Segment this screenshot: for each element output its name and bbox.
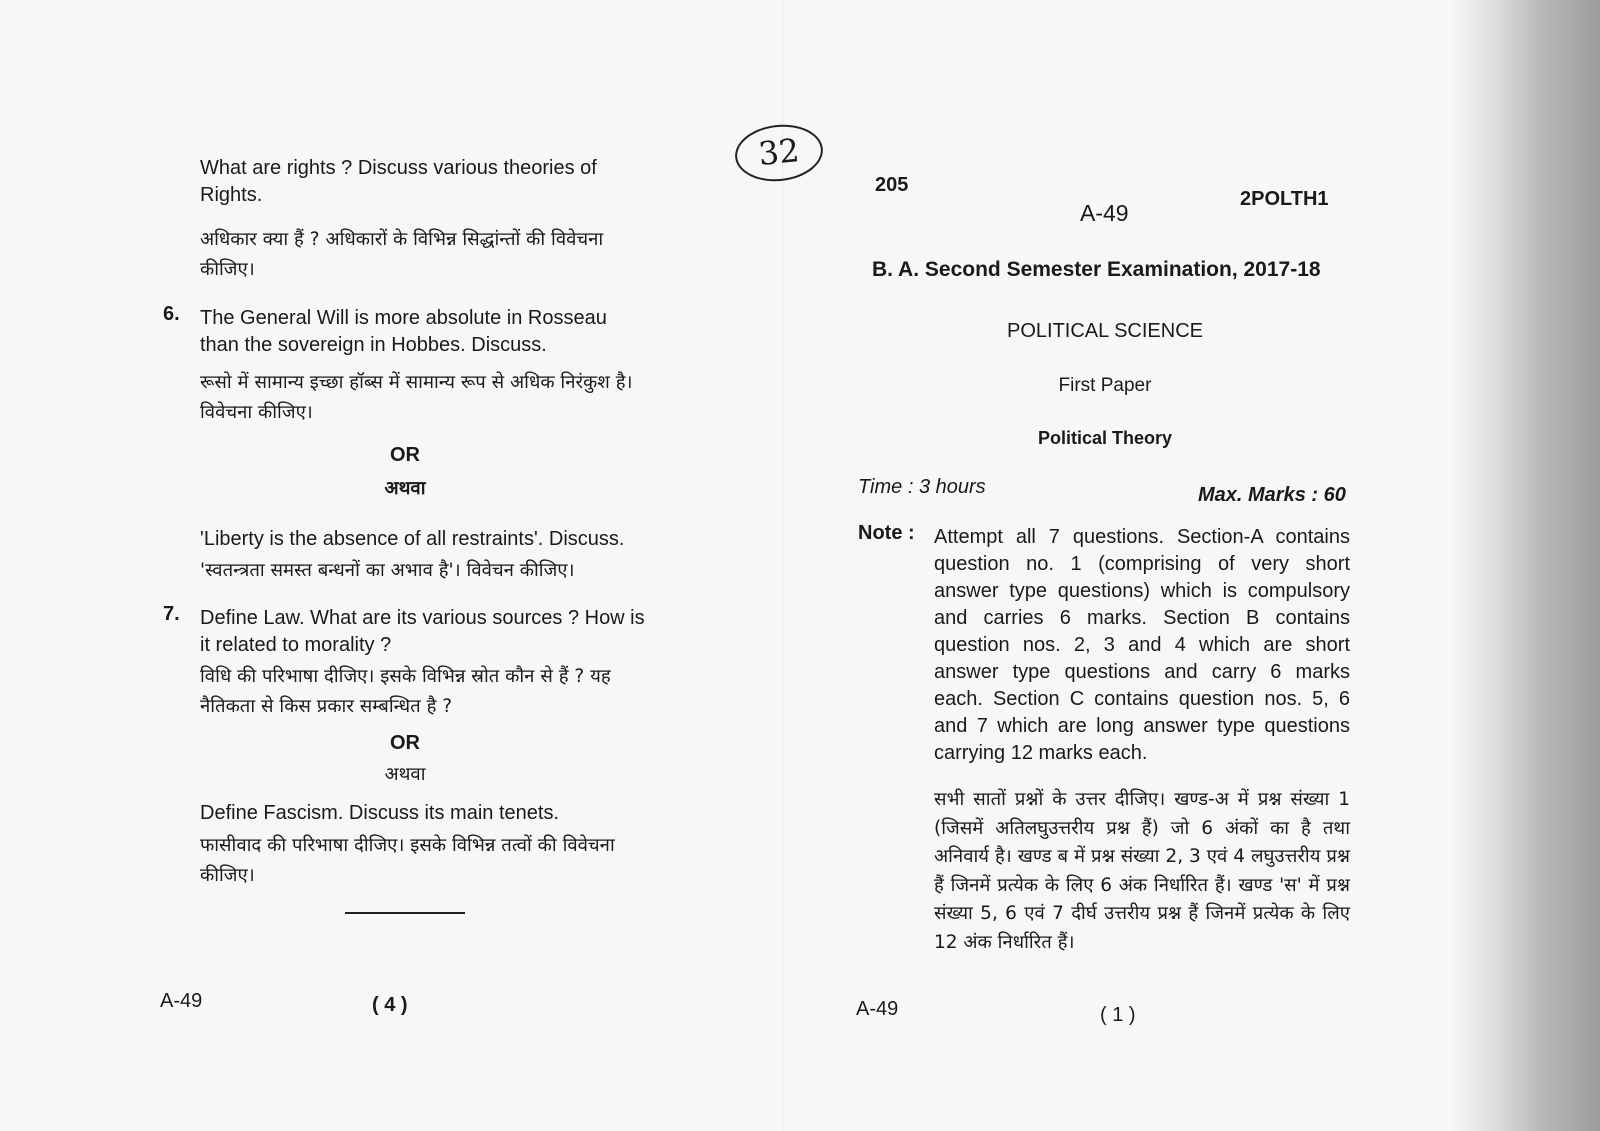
subject-code: 2POLTH1 bbox=[1240, 188, 1329, 210]
footer-page-number-right: ( 1 ) bbox=[1100, 1004, 1136, 1026]
q6-or-question-hi: 'स्वतन्त्रता समस्त बन्धनों का अभाव है'। विवेचन कीजिए। bbox=[200, 560, 575, 581]
paper-number: 205 bbox=[875, 174, 909, 196]
question-number-6: 6. bbox=[163, 303, 180, 325]
question-number-7: 7. bbox=[163, 603, 180, 625]
or-separator-hi: अथवा bbox=[384, 478, 426, 499]
or-separator-hi-2: अथवा bbox=[384, 764, 426, 785]
q7-question-hi: विधि की परिभाषा दीजिए। इसके विभिन्न स्रोत कौन से हैं ? यह नैतिकता से किस प्रकार सम्बन्धित है ? bbox=[200, 666, 611, 717]
q6-question-en: The General Will is more absolute in Rosseau than the sovereign in Hobbes. Discuss. bbox=[200, 307, 607, 356]
scan-shadow-edge bbox=[1450, 0, 1600, 1131]
q5-or-question-hi: अधिकार क्या हैं ? अधिकारों के विभिन्न सिद्धांन्तों की विवेचना कीजिए। bbox=[200, 229, 604, 280]
handwritten-page-mark: 32 bbox=[732, 121, 825, 186]
q6-question-hi: रूसो में सामान्य इच्छा हॉब्स में सामान्य रूप से अधिक निरंकुश है। विवेचना कीजिए। bbox=[200, 372, 633, 423]
left-page bbox=[0, 0, 760, 1131]
paper-name: Political Theory bbox=[1037, 428, 1173, 448]
q7-question-en: Define Law. What are its various sources ? How is it related to morality ? bbox=[200, 607, 645, 656]
end-rule bbox=[345, 912, 465, 914]
footer-code-left: A-49 bbox=[160, 990, 203, 1012]
note-text-en: Attempt all 7 questions. Section-A contains question no. 1 (comprising of very short answer type questions) which is compulsory and carries 6 marks. Section B contains question nos. 2, 3 and 4 which are short answer type questions and carry 6 marks each. Section C contains question nos. 5, 6 and 7 which are long answer type questions carrying 12 marks each. bbox=[934, 526, 1350, 764]
note-label: Note : bbox=[858, 522, 915, 544]
or-separator-en: OR bbox=[390, 444, 420, 466]
note-text-hi: सभी सातों प्रश्नों के उत्तर दीजिए। खण्ड-अ में प्रश्न संख्या 1 (जिसमें अतिलघुउत्तरीय प्रश्न हैं) जो 6 अंकों का है तथा अनिवार्य है। खण्ड ब में प्रश्न संख्या 2, 3 एवं 4 लघुउत्तरीय प्रश्न हैं जिनमें प्रत्येक के लिए 6 अंक निर्धारित हैं। खण्ड 'स' में प्रश्न संख्या 5, 6 एवं 7 दीर्घ उत्तरीय प्रश्न हैं जिनमें प्रत्येक के लिए 12 अंक निर्धारित हैं। bbox=[934, 789, 1350, 953]
paper-code: A-49 bbox=[1080, 200, 1129, 226]
q6-or-question-en: 'Liberty is the absence of all restraints'. Discuss. bbox=[200, 528, 625, 550]
q5-or-question-en: What are rights ? Discuss various theories of Rights. bbox=[200, 157, 597, 206]
exam-title: B. A. Second Semester Examination, 2017-18 bbox=[872, 258, 1321, 281]
footer-page-number-left: ( 4 ) bbox=[372, 994, 408, 1016]
footer-code-right: A-49 bbox=[856, 998, 899, 1020]
q7-or-question-en: Define Fascism. Discuss its main tenets. bbox=[200, 802, 559, 824]
paper-title: First Paper bbox=[1058, 375, 1152, 396]
subject-title: POLITICAL SCIENCE bbox=[1007, 320, 1203, 342]
exam-time: Time : 3 hours bbox=[858, 476, 986, 498]
max-marks: Max. Marks : 60 bbox=[1198, 484, 1346, 506]
q7-or-question-hi: फासीवाद की परिभाषा दीजिए। इसके विभिन्न तत्वों की विवेचना कीजिए। bbox=[200, 835, 615, 886]
or-separator-en-2: OR bbox=[390, 732, 420, 754]
